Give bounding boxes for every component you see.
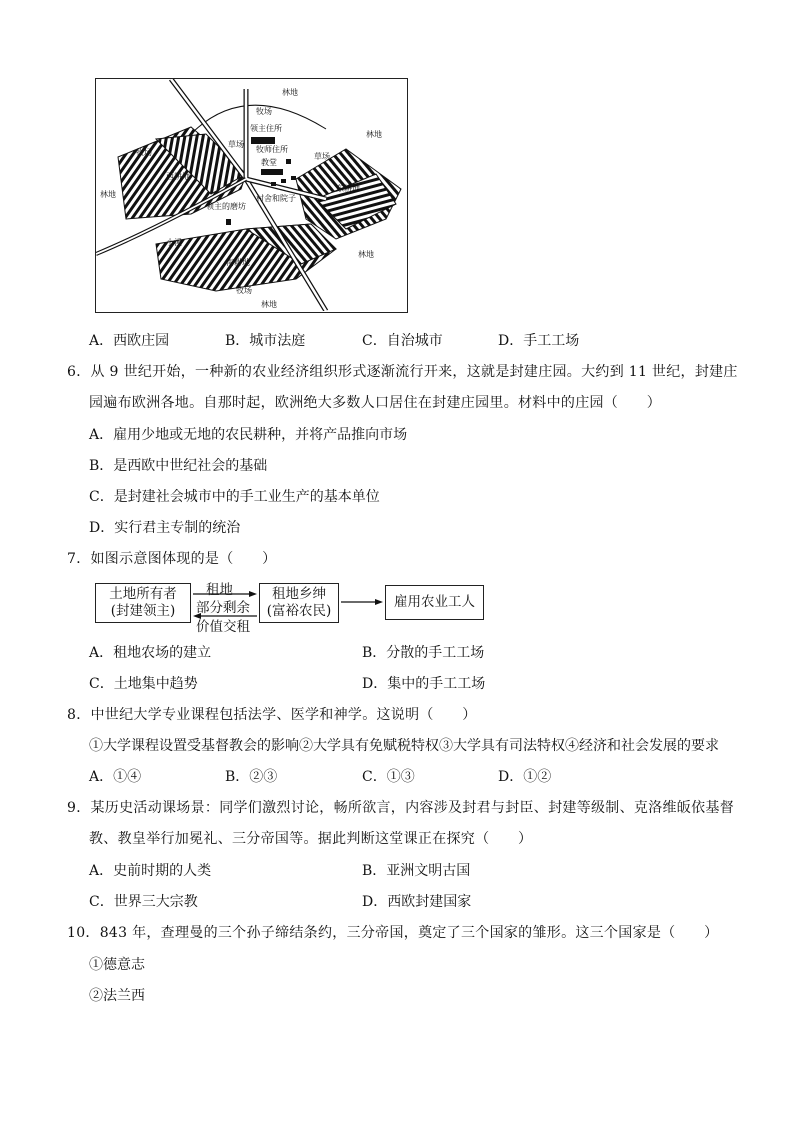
q8-stem: 8．中世纪大学专业课程包括法学、医学和神学。这说明（ ） bbox=[67, 707, 477, 723]
diagram-arrow-label-mid: 部分剩余 bbox=[196, 600, 250, 616]
q7-option-d[interactable]: D．集中的手工工场 bbox=[362, 676, 486, 692]
map-label-lord-mill: 领主的磨坊 bbox=[206, 202, 246, 211]
q5-options bbox=[0, 330, 794, 350]
q7-option-c[interactable]: C．土地集中趋势 bbox=[89, 676, 198, 692]
village-house-2 bbox=[281, 179, 286, 183]
arrow-right-icon bbox=[249, 591, 257, 597]
diagram-arrow-2 bbox=[339, 597, 385, 607]
q8-option-c[interactable]: C．①③ bbox=[362, 769, 415, 785]
map-label-forest-right: 林地 bbox=[366, 130, 382, 139]
map-label-west-field: 西耕地 bbox=[166, 172, 190, 181]
q9-option-b[interactable]: B．亚洲文明古国 bbox=[362, 863, 471, 879]
church-block bbox=[261, 169, 283, 175]
mill-house bbox=[226, 219, 231, 225]
diagram-box-landowner bbox=[95, 583, 191, 623]
q6-stem-line2: 园遍布欧洲各地。自那时起，欧洲绝大多数人口居住在封建庄园里。材料中的庄园（ ） bbox=[89, 395, 661, 411]
map-label-village: 村舍和院子 bbox=[256, 194, 296, 203]
q10-item-1: ①德意志 bbox=[89, 957, 145, 973]
diagram-arrow-label-bottom: 价值交租 bbox=[196, 619, 250, 635]
diagram-box-tenant-line1: 租地乡绅 bbox=[272, 586, 326, 602]
map-label-lord-residence: 领主住所 bbox=[250, 124, 282, 133]
map-label-creek: 小溪 bbox=[166, 238, 182, 247]
arrow-right-icon-2 bbox=[375, 599, 383, 605]
q8-options bbox=[0, 766, 794, 786]
diagram-box-landowner-line1: 土地所有者 bbox=[109, 586, 177, 602]
manor-map-svg bbox=[96, 79, 406, 311]
map-label-forest-bottom: 林地 bbox=[261, 300, 277, 309]
q10-item-2: ②法兰西 bbox=[89, 988, 145, 1004]
map-label-pasture-left: 牧场 bbox=[136, 148, 152, 157]
map-label-forest-bottom-right: 林地 bbox=[358, 250, 374, 259]
q7-option-b[interactable]: B．分散的手工工场 bbox=[362, 645, 485, 661]
q10-stem: 10．843 年，查理曼的三个孙子缔结条约，三分帝国，奠定了三个国家的雏形。这三个国家是（ ） bbox=[67, 925, 719, 941]
map-label-priest-residence: 牧师住所 bbox=[256, 145, 288, 154]
q6-option-d[interactable]: D．实行君主专制的统治 bbox=[89, 520, 241, 536]
diagram-box-tenant bbox=[259, 583, 339, 623]
q8-option-b[interactable]: B．②③ bbox=[225, 769, 278, 785]
q6-stem-line1: 6．从 9 世纪开始，一种新的农业经济组织形式逐渐流行开来，这就是封建庄园。大约到 11 世纪，封建庄 bbox=[67, 364, 738, 380]
q9-stem-line2: 教、教皇举行加冕礼、三分帝国等。据此判断这堂课正在探究（ ） bbox=[89, 831, 533, 847]
map-label-south-field: 南耕地 bbox=[226, 258, 250, 267]
map-label-meadow-right: 草场 bbox=[314, 152, 330, 161]
priest-house bbox=[286, 159, 291, 164]
q5-option-a[interactable]: A．西欧庄园 bbox=[89, 333, 170, 349]
q5-option-c[interactable]: C．自治城市 bbox=[362, 333, 443, 349]
q6-option-b[interactable]: B．是西欧中世纪社会的基础 bbox=[89, 458, 268, 474]
map-label-church: 教堂 bbox=[261, 158, 277, 167]
village-house-3 bbox=[291, 176, 296, 180]
map-label-pasture-top: 牧场 bbox=[256, 107, 272, 116]
q7-stem: 7．如图示意图体现的是（ ） bbox=[67, 551, 277, 567]
map-label-forest-left: 林地 bbox=[100, 190, 116, 199]
q7-option-a[interactable]: A．租地农场的建立 bbox=[89, 645, 212, 661]
village-house-1 bbox=[271, 182, 276, 186]
diagram-box-tenant-line2: (富裕农民) bbox=[266, 603, 332, 619]
q9-option-c[interactable]: C．世界三大宗教 bbox=[89, 894, 198, 910]
map-label-forest-top: 林地 bbox=[282, 88, 298, 97]
lord-residence-block bbox=[251, 137, 275, 144]
q9-stem-line1: 9．某历史活动课场景：同学们激烈讨论，畅所欲言，内容涉及封君与封臣、封建等级制、克洛维皈依基督 bbox=[67, 800, 735, 816]
q6-option-a[interactable]: A．雇用少地或无地的农民耕种，并将产品推向市场 bbox=[89, 427, 408, 443]
q5-option-b[interactable]: B．城市法庭 bbox=[225, 333, 306, 349]
map-label-pasture-bottom: 牧场 bbox=[236, 286, 252, 295]
map-label-east-field: 东耕地 bbox=[336, 184, 360, 193]
manor-map bbox=[95, 78, 408, 313]
map-label-meadow-left: 草场 bbox=[228, 140, 244, 149]
q9-option-a[interactable]: A．史前时期的人类 bbox=[89, 863, 212, 879]
diagram-box-workers: 雇用农业工人 bbox=[385, 585, 484, 620]
q6-option-c[interactable]: C．是封建社会城市中的手工业生产的基本单位 bbox=[89, 489, 380, 505]
q9-option-d[interactable]: D．西欧封建国家 bbox=[362, 894, 472, 910]
q8-statements: ①大学课程设置受基督教会的影响②大学具有免赋税特权③大学具有司法特权④经济和社会发展的要求 bbox=[89, 738, 719, 754]
diagram-arrow-label-top: 租地 bbox=[206, 582, 233, 598]
q8-option-d[interactable]: D．①② bbox=[498, 769, 552, 785]
diagram-box-landowner-line2: (封建领主) bbox=[110, 603, 176, 619]
q8-option-a[interactable]: A．①④ bbox=[89, 769, 142, 785]
q5-option-d[interactable]: D．手工工场 bbox=[498, 333, 580, 349]
